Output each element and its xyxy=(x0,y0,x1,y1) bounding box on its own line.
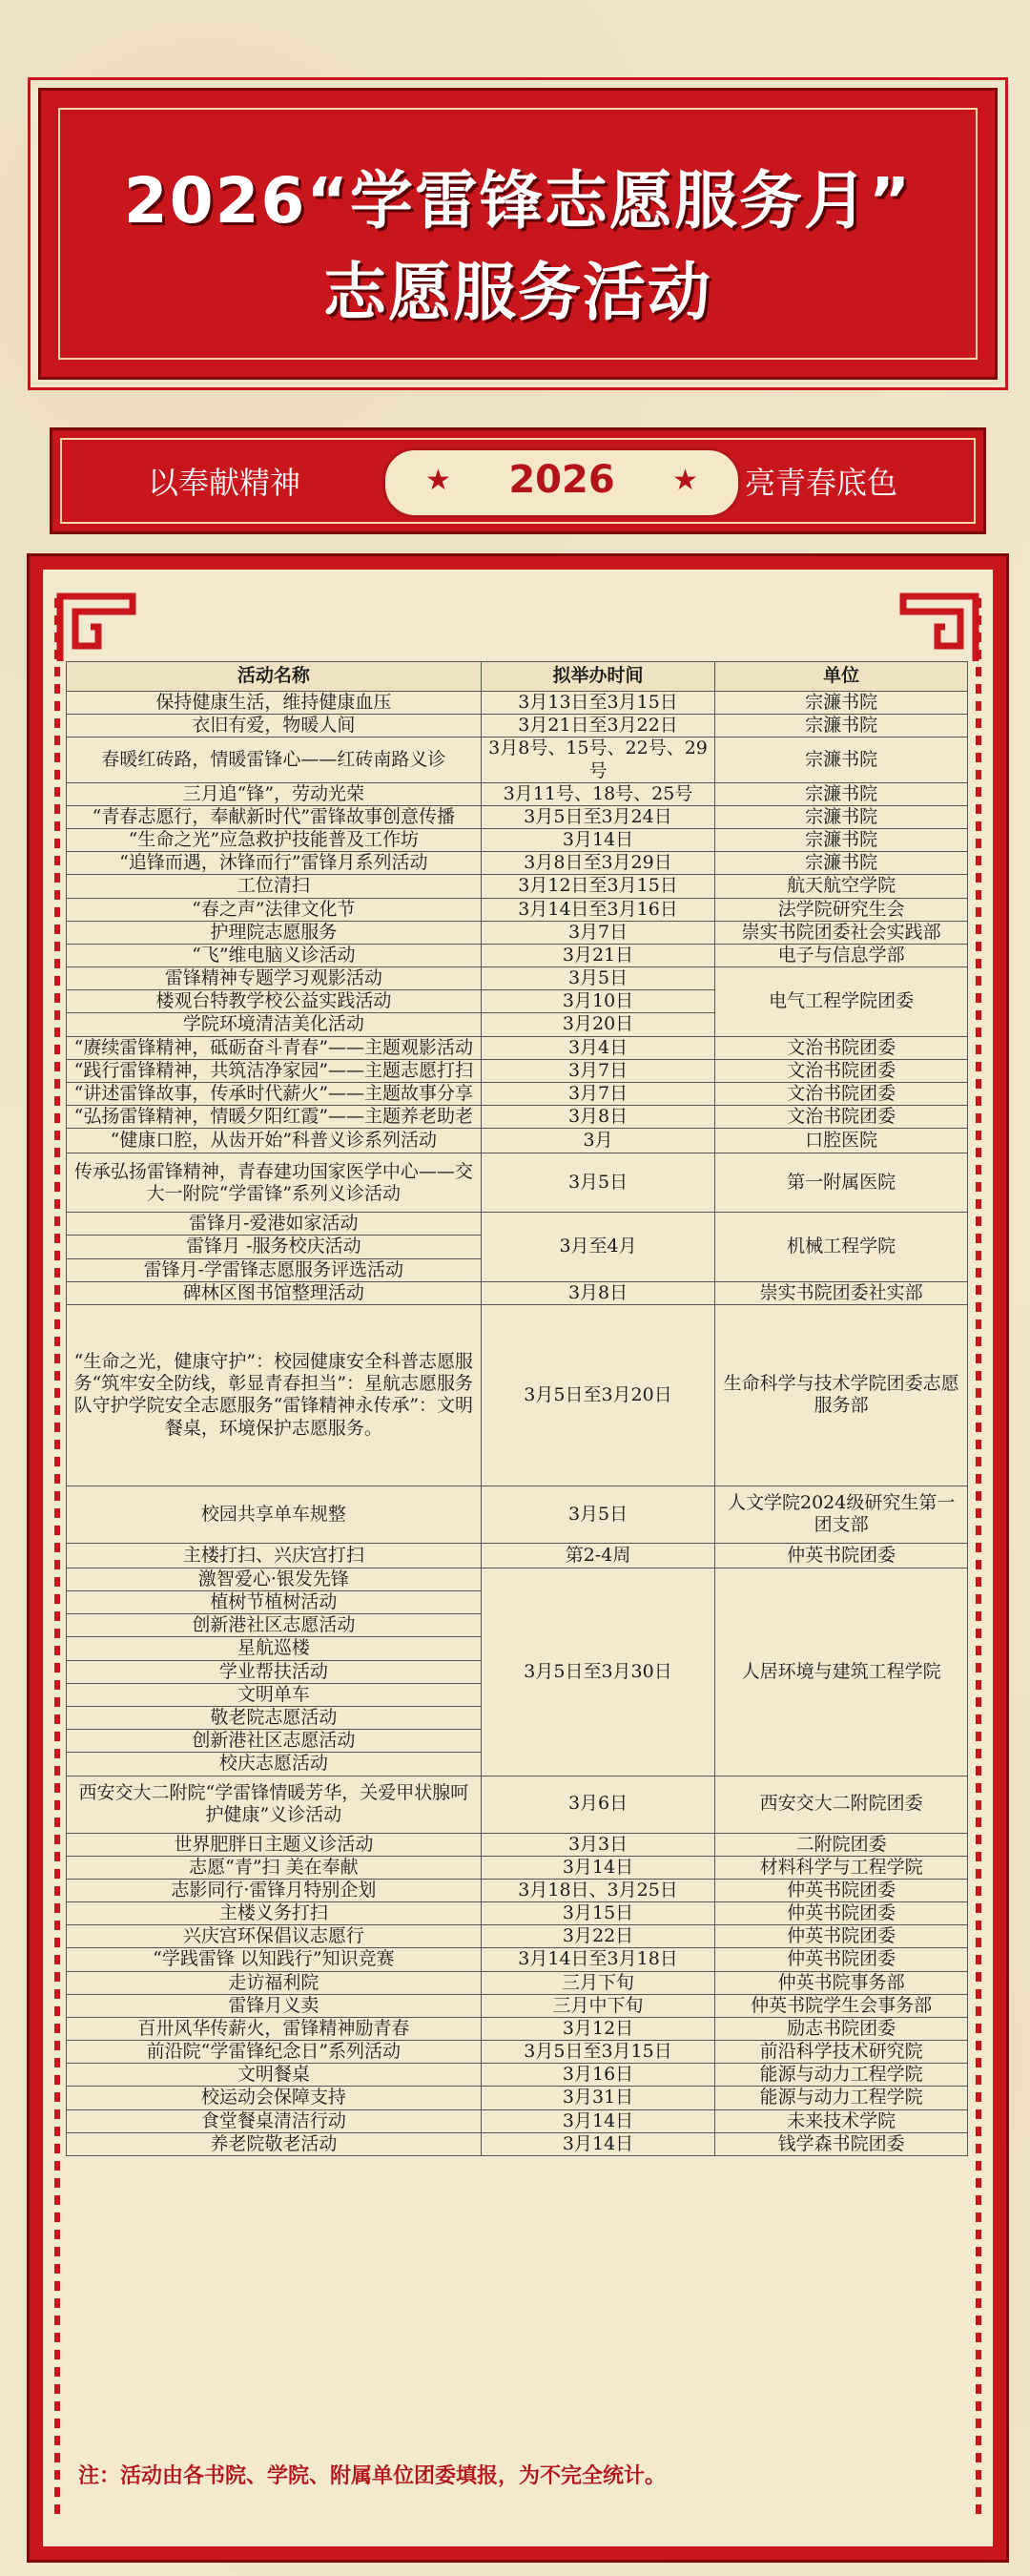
cell-unit: 能源与动力工程学院 xyxy=(715,2064,968,2087)
title-banner xyxy=(38,88,998,380)
decorative-edge xyxy=(54,598,60,2518)
cell-activity-name: 雷锋月-爱港如家活动 xyxy=(67,1213,482,1236)
star-icon: ★ xyxy=(425,464,451,497)
table-row xyxy=(67,1059,968,1082)
cell-activity-name: 学业帮扶活动 xyxy=(67,1660,482,1683)
cell-unit: 机械工程学院 xyxy=(715,1213,968,1282)
table-row xyxy=(67,1082,968,1105)
cell-unit: 人居环境与建筑工程学院 xyxy=(715,1568,968,1776)
cell-activity-name: 传承弘扬雷锋精神，青春建功国家医学中心——交大一附院“学雷锋”系列义诊活动 xyxy=(67,1153,482,1213)
slogan-bar xyxy=(50,427,986,534)
cell-activity-name: 养老院敬老活动 xyxy=(67,2132,482,2155)
cell-unit: 文治书院团委 xyxy=(715,1082,968,1105)
table-row xyxy=(67,1902,968,1925)
cell-activity-name: “青春志愿行，奉献新时代”雷锋故事创意传播 xyxy=(67,805,482,828)
year-badge xyxy=(382,447,741,518)
table-row xyxy=(67,1213,968,1236)
table-row xyxy=(67,1833,968,1856)
header-unit: 单位 xyxy=(715,662,968,692)
cell-unit: 崇实书院团委社会实践部 xyxy=(715,921,968,944)
cell-activity-name: 雷锋精神专题学习观影活动 xyxy=(67,967,482,990)
cell-time: 3月14日至3月18日 xyxy=(481,1948,715,1971)
cell-activity-name: 主楼义务打扫 xyxy=(67,1902,482,1925)
table-row xyxy=(67,1036,968,1059)
cell-time: 3月5日至3月15日 xyxy=(481,2041,715,2064)
cell-unit: 宗濂书院 xyxy=(715,692,968,715)
cell-activity-name: 世界肥胖日主题义诊活动 xyxy=(67,1833,482,1856)
cell-unit: 仲英书院团委 xyxy=(715,1902,968,1925)
cell-time: 3月11号、18号、25号 xyxy=(481,782,715,805)
cell-activity-name: 校运动会保障支持 xyxy=(67,2087,482,2109)
cell-activity-name: 走访福利院 xyxy=(67,1971,482,1994)
table-row xyxy=(67,921,968,944)
page-title: 2026“学雷锋志愿服务月” xyxy=(123,164,913,238)
table-row xyxy=(67,2017,968,2040)
cell-activity-name: 敬老院志愿活动 xyxy=(67,1706,482,1729)
cell-unit: 文治书院团委 xyxy=(715,1106,968,1129)
cell-time: 3月7日 xyxy=(481,1059,715,1082)
cell-unit: 第一附属医院 xyxy=(715,1153,968,1213)
cell-activity-name: “春之声”法律文化节 xyxy=(67,898,482,921)
cell-time: 3月18日、3月25日 xyxy=(481,1879,715,1901)
cell-time: 3月至4月 xyxy=(481,1213,715,1282)
corner-ornament-icon xyxy=(894,589,979,665)
activity-table xyxy=(66,661,968,2156)
cell-unit: 文治书院团委 xyxy=(715,1036,968,1059)
cell-activity-name: 三月追“锋”，劳动光荣 xyxy=(67,782,482,805)
cell-time: 3月3日 xyxy=(481,1833,715,1856)
cell-activity-name: 前沿院“学雷锋纪念日”系列活动 xyxy=(67,2041,482,2064)
cell-time: 3月21日至3月22日 xyxy=(481,715,715,737)
page-subtitle: 志愿服务活动 xyxy=(323,256,712,329)
cell-time: 三月下旬 xyxy=(481,1971,715,1994)
cell-activity-name: 西安交大二附院“学雷锋情暖芳华，关爱甲状腺呵护健康”义诊活动 xyxy=(67,1776,482,1833)
cell-activity-name: 护理院志愿服务 xyxy=(67,921,482,944)
table-row xyxy=(67,1153,968,1213)
cell-activity-name: “学践雷锋 以知践行”知识竞赛 xyxy=(67,1948,482,1971)
table-row xyxy=(67,2132,968,2155)
table-row xyxy=(67,692,968,715)
table-row xyxy=(67,2087,968,2109)
table-row xyxy=(67,805,968,828)
cell-activity-name: “弘扬雷锋精神，情暖夕阳红霞”——主题养老助老 xyxy=(67,1106,482,1129)
cell-unit: 钱学森书院团委 xyxy=(715,2132,968,2155)
cell-unit: 崇实书院团委社实部 xyxy=(715,1281,968,1304)
cell-activity-name: 百卅风华传薪火，雷锋精神励青春 xyxy=(67,2017,482,2040)
cell-activity-name: 激智爱心·银发先锋 xyxy=(67,1568,482,1590)
table-row xyxy=(67,737,968,782)
slogan-left: 以奉献精神 xyxy=(148,465,301,501)
cell-activity-name: 星航巡楼 xyxy=(67,1637,482,1660)
table-row xyxy=(67,829,968,852)
cell-time: 3月5日至3月20日 xyxy=(481,1304,715,1485)
table-header-row xyxy=(67,662,968,692)
cell-time: 3月12日至3月15日 xyxy=(481,875,715,898)
cell-unit: 仲英书院团委 xyxy=(715,1948,968,1971)
table-frame xyxy=(27,553,1009,2563)
cell-unit: 仲英书院事务部 xyxy=(715,1971,968,1994)
cell-unit: 西安交大二附院团委 xyxy=(715,1776,968,1833)
cell-unit: 宗濂书院 xyxy=(715,715,968,737)
cell-unit: 二附院团委 xyxy=(715,1833,968,1856)
cell-activity-name: “健康口腔，从齿开始”科普义诊系列活动 xyxy=(67,1129,482,1153)
cell-time: 3月22日 xyxy=(481,1925,715,1948)
cell-unit: 仲英书院团委 xyxy=(715,1925,968,1948)
cell-activity-name: “追锋而遇，沐锋而行”雷锋月系列活动 xyxy=(67,852,482,875)
table-row xyxy=(67,1776,968,1833)
cell-activity-name: 保持健康生活，维持健康血压 xyxy=(67,692,482,715)
table-row xyxy=(67,875,968,898)
cell-activity-name: “赓续雷锋精神，砥砺奋斗青春”——主题观影活动 xyxy=(67,1036,482,1059)
year-text: 2026 xyxy=(508,458,615,502)
cell-activity-name: 工位清扫 xyxy=(67,875,482,898)
cell-unit: 前沿科学技术研究院 xyxy=(715,2041,968,2064)
cell-time: 第2-4周 xyxy=(481,1543,715,1568)
cell-unit: 宗濂书院 xyxy=(715,852,968,875)
cell-time: 3月5日 xyxy=(481,967,715,990)
cell-activity-name: 校园共享单车规整 xyxy=(67,1485,482,1543)
slogan-right: 亮青春底色 xyxy=(744,465,897,501)
cell-unit: 生命科学与技术学院团委志愿服务部 xyxy=(715,1304,968,1485)
cell-unit: 电子与信息学部 xyxy=(715,944,968,966)
cell-time: 3月14日 xyxy=(481,1856,715,1879)
table-row xyxy=(67,1925,968,1948)
cell-activity-name: “飞”维电脑义诊活动 xyxy=(67,944,482,966)
table-row xyxy=(67,944,968,966)
cell-unit: 法学院研究生会 xyxy=(715,898,968,921)
cell-activity-name: 春暖红砖路，情暖雷锋心——红砖南路义诊 xyxy=(67,737,482,782)
cell-activity-name: 兴庆宫环保倡议志愿行 xyxy=(67,1925,482,1948)
cell-time: 3月7日 xyxy=(481,921,715,944)
cell-time: 3月5日 xyxy=(481,1485,715,1543)
cell-activity-name: 食堂餐桌清洁行动 xyxy=(67,2109,482,2132)
cell-time: 3月 xyxy=(481,1129,715,1153)
cell-activity-name: 主楼打扫、兴庆宫打扫 xyxy=(67,1543,482,1568)
table-row xyxy=(67,1879,968,1901)
cell-time: 3月4日 xyxy=(481,1036,715,1059)
cell-time: 3月14日至3月16日 xyxy=(481,898,715,921)
table-row xyxy=(67,1106,968,1129)
table-row xyxy=(67,2041,968,2064)
cell-unit: 仲英书院团委 xyxy=(715,1543,968,1568)
cell-time: 3月6日 xyxy=(481,1776,715,1833)
table-row xyxy=(67,852,968,875)
cell-activity-name: 志影同行·雷锋月特别企划 xyxy=(67,1879,482,1901)
cell-time: 3月12日 xyxy=(481,2017,715,2040)
cell-activity-name: “生命之光”应急救护技能普及工作坊 xyxy=(67,829,482,852)
cell-activity-name: 文明单车 xyxy=(67,1683,482,1706)
cell-time: 3月14日 xyxy=(481,2132,715,2155)
cell-time: 3月8日 xyxy=(481,1106,715,1129)
cell-unit: 励志书院团委 xyxy=(715,2017,968,2040)
cell-activity-name: 文明餐桌 xyxy=(67,2064,482,2087)
cell-unit: 仲英书院团委 xyxy=(715,1879,968,1901)
table-row xyxy=(67,1304,968,1485)
footnote: 注：活动由各书院、学院、附属单位团委填报，为不完全统计。 xyxy=(78,2464,667,2488)
cell-time: 3月8日至3月29日 xyxy=(481,852,715,875)
cell-unit: 宗濂书院 xyxy=(715,737,968,782)
table-row xyxy=(67,2109,968,2132)
header-planned-time: 拟举办时间 xyxy=(481,662,715,692)
cell-activity-name: 植树节植树活动 xyxy=(67,1591,482,1614)
cell-time: 三月中下旬 xyxy=(481,1994,715,2017)
cell-activity-name: 校庆志愿活动 xyxy=(67,1753,482,1776)
table-row xyxy=(67,967,968,990)
table-row xyxy=(67,2064,968,2087)
cell-activity-name: 学院环境清洁美化活动 xyxy=(67,1013,482,1036)
cell-time: 3月8日 xyxy=(481,1281,715,1304)
cell-unit: 宗濂书院 xyxy=(715,782,968,805)
cell-unit: 材料科学与工程学院 xyxy=(715,1856,968,1879)
table-row xyxy=(67,1543,968,1568)
cell-unit: 宗濂书院 xyxy=(715,805,968,828)
cell-activity-name: “生命之光，健康守护”：校园健康安全科普志愿服务“筑牢安全防线，彰显青春担当”：星航志愿服务队守护学院安全志愿服务“雷锋精神永传承”：文明餐桌，环境保护志愿服务。 xyxy=(67,1304,482,1485)
cell-activity-name: 雷锋月义卖 xyxy=(67,1994,482,2017)
cell-activity-name: 雷锋月-学雷锋志愿服务评选活动 xyxy=(67,1258,482,1281)
cell-time: 3月5日至3月30日 xyxy=(481,1568,715,1776)
cell-activity-name: 碑林区图书馆整理活动 xyxy=(67,1281,482,1304)
table-row xyxy=(67,1856,968,1879)
cell-time: 3月21日 xyxy=(481,944,715,966)
cell-time: 3月5日至3月24日 xyxy=(481,805,715,828)
cell-activity-name: 创新港社区志愿活动 xyxy=(67,1614,482,1637)
corner-ornament-icon xyxy=(56,589,142,665)
cell-time: 3月31日 xyxy=(481,2087,715,2109)
cell-unit: 未来技术学院 xyxy=(715,2109,968,2132)
table-row xyxy=(67,898,968,921)
cell-time: 3月14日 xyxy=(481,2109,715,2132)
cell-activity-name: 衣旧有爱，物暖人间 xyxy=(67,715,482,737)
table-row xyxy=(67,1281,968,1304)
table-row xyxy=(67,715,968,737)
cell-activity-name: 创新港社区志愿活动 xyxy=(67,1730,482,1753)
cell-time: 3月15日 xyxy=(481,1902,715,1925)
cell-activity-name: 志愿“青”扫 美在奉献 xyxy=(67,1856,482,1879)
table-row xyxy=(67,1485,968,1543)
cell-time: 3月7日 xyxy=(481,1082,715,1105)
table-row xyxy=(67,1129,968,1153)
cell-time: 3月8号、15号、22号、29号 xyxy=(481,737,715,782)
cell-activity-name: 楼观台特教学校公益实践活动 xyxy=(67,990,482,1013)
table-row xyxy=(67,782,968,805)
cell-unit: 航天航空学院 xyxy=(715,875,968,898)
cell-activity-name: “践行雷锋精神，共筑洁净家园”——主题志愿打扫 xyxy=(67,1059,482,1082)
cell-time: 3月10日 xyxy=(481,990,715,1013)
cell-time: 3月13日至3月15日 xyxy=(481,692,715,715)
cell-activity-name: 雷锋月 -服务校庆活动 xyxy=(67,1236,482,1258)
cell-unit: 人文学院2024级研究生第一团支部 xyxy=(715,1485,968,1543)
cell-time: 3月20日 xyxy=(481,1013,715,1036)
star-icon: ★ xyxy=(672,464,698,497)
header-activity-name: 活动名称 xyxy=(67,662,482,692)
cell-time: 3月5日 xyxy=(481,1153,715,1213)
table-row xyxy=(67,1568,968,1590)
table-row xyxy=(67,1971,968,1994)
cell-time: 3月16日 xyxy=(481,2064,715,2087)
cell-time: 3月14日 xyxy=(481,829,715,852)
table-paper xyxy=(43,570,993,2546)
cell-unit: 文治书院团委 xyxy=(715,1059,968,1082)
cell-unit: 电气工程学院团委 xyxy=(715,967,968,1037)
table-row xyxy=(67,1994,968,2017)
table-row xyxy=(67,1948,968,1971)
decorative-edge xyxy=(976,598,981,2518)
cell-unit: 宗濂书院 xyxy=(715,829,968,852)
cell-unit: 仲英书院学生会事务部 xyxy=(715,1994,968,2017)
cell-unit: 能源与动力工程学院 xyxy=(715,2087,968,2109)
cell-activity-name: “讲述雷锋故事，传承时代薪火”——主题故事分享 xyxy=(67,1082,482,1105)
cell-unit: 口腔医院 xyxy=(715,1129,968,1153)
